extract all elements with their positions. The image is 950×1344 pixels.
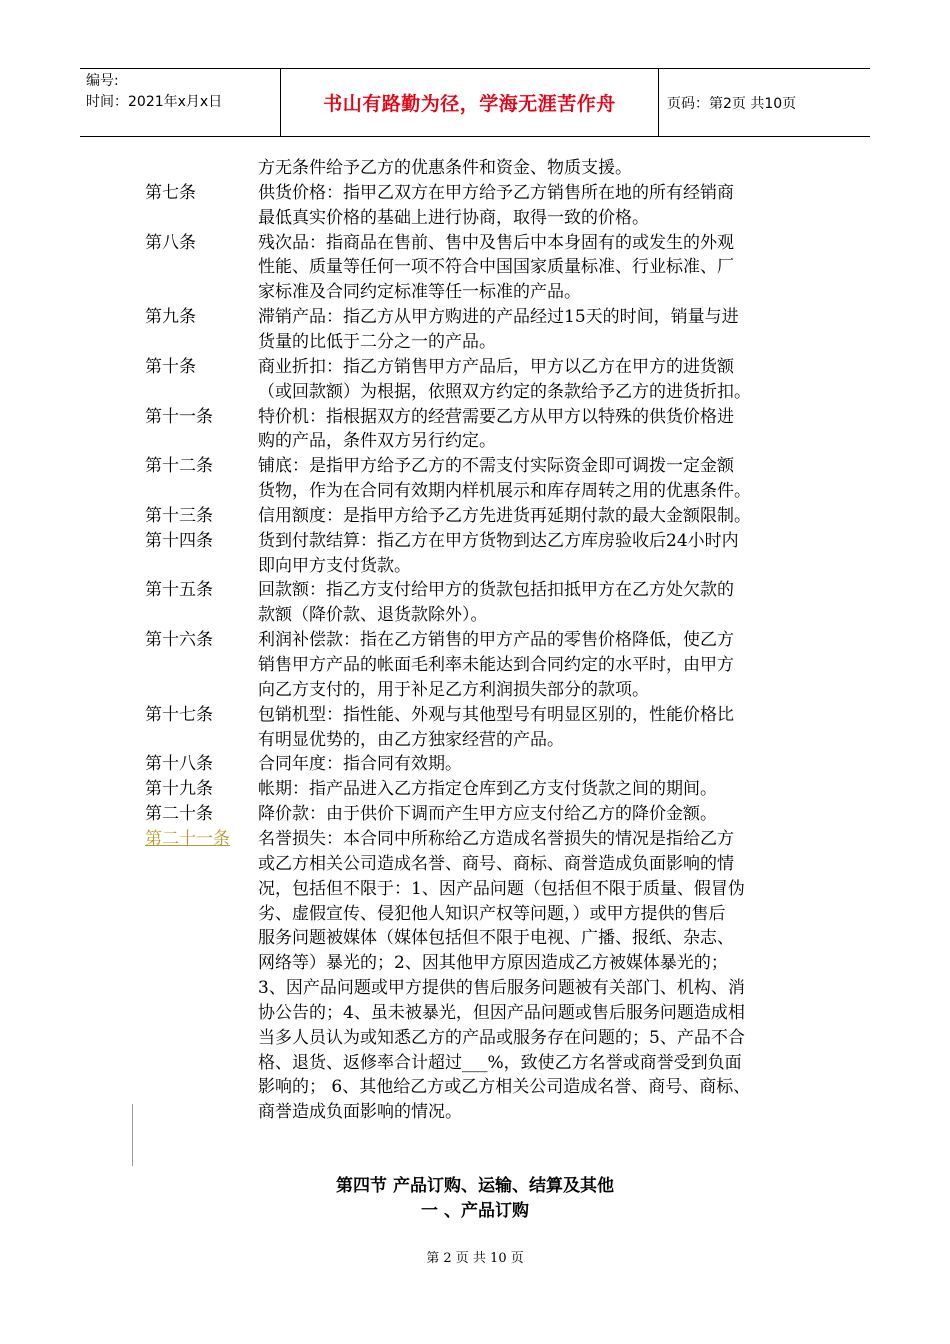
article-text-line: 或乙方相关公司造成名誉、商号、商标、商誉造成负面影响的情 xyxy=(258,853,734,874)
article-text-line: 供货价格：指甲乙双方在甲方给予乙方销售所在地的所有经销商 xyxy=(258,182,734,203)
article-text-line: 货到付款结算：指乙方在甲方货物到达乙方库房验收后24小时内 xyxy=(258,530,739,551)
article-text-line: 网络等）暴光的；2、因其他甲方原因造成乙方被媒体暴光的； xyxy=(258,953,728,974)
article-text-line: 购的产品，条件双方另行约定。 xyxy=(258,431,496,452)
article-text-line: 最低真实价格的基础上进行协商，取得一致的价格。 xyxy=(258,207,649,228)
article-number: 第十条 xyxy=(145,356,196,377)
article-number: 第十九条 xyxy=(145,779,213,800)
page-header xyxy=(80,68,870,137)
article-text-line: 回款额：指乙方支付给甲方的货款包括扣抵甲方在乙方处欠款的 xyxy=(258,580,734,601)
article-text-line: 利润补偿款：指在乙方销售的甲方产品的零售价格降低，使乙方 xyxy=(258,630,734,651)
article-text-line: 帐期：指产品进入乙方指定仓库到乙方支付货款之间的期间。 xyxy=(258,779,717,800)
article-number[interactable]: 第二十一条 xyxy=(145,828,230,849)
header-time: 时间：2021年x月x日 xyxy=(86,94,223,110)
article-number: 第二十条 xyxy=(145,804,213,825)
article-text-line: （或回款额）为根据，依照双方约定的条款给予乙方的进货折扣。 xyxy=(258,381,751,402)
article-number: 第十二条 xyxy=(145,456,213,477)
article-text-line: 服务问题被媒体（媒体包括但不限于电视、广播、报纸、杂志、 xyxy=(258,928,734,949)
article-text-line: 信用额度：是指甲方给予乙方先进货再延期付款的最大金额限制。 xyxy=(258,505,751,526)
article-text-line: 款额（降价款、退货款除外）。 xyxy=(258,605,488,626)
article-number: 第八条 xyxy=(145,232,196,253)
section-title: 第四节 产品订购、运输、结算及其他 xyxy=(336,1176,614,1196)
margin-change-bar xyxy=(132,1104,133,1166)
header-motto: 书山有路勤为径，学海无涯苦作舟 xyxy=(323,93,616,115)
article-text-line: 协公告的；4、虽未被暴光，但因产品问题或售后服务问题造成相 xyxy=(258,1002,745,1023)
article-number: 第七条 xyxy=(145,182,196,203)
article-text-line: 商业折扣：指乙方销售甲方产品后，甲方以乙方在甲方的进货额 xyxy=(258,356,734,377)
article-number: 第十三条 xyxy=(145,505,213,526)
article-text-line: 家标准及合同约定标准等任一标准的产品。 xyxy=(258,282,581,303)
header-motto-cell xyxy=(281,69,659,136)
article-text-line: 残次品：指商品在售前、售中及售后中本身固有的或发生的外观 xyxy=(258,232,734,253)
article-text-line: 3、因产品问题或甲方提供的售后服务问题被有关部门、机构、消 xyxy=(258,978,745,999)
article-text-line: 商誉造成负面影响的情况。 xyxy=(258,1102,462,1123)
article-number: 第十六条 xyxy=(145,630,213,651)
article-text-line: 合同年度：指合同有效期。 xyxy=(258,754,462,775)
article-text-line: 格、退货、返修率合计超过___%，致使乙方名誉或商誉受到负面 xyxy=(258,1052,742,1073)
header-number: 编号: xyxy=(86,73,119,89)
article-text-line: 包销机型：指性能、外观与其他型号有明显区别的，性能价格比 xyxy=(258,704,734,725)
article-text-line: 当多人员认为或知悉乙方的产品或服务存在问题的；5、产品不合 xyxy=(258,1027,745,1048)
article-text-line: 降价款：由于供价下调而产生甲方应支付给乙方的降价金额。 xyxy=(258,804,717,825)
article-number: 第十五条 xyxy=(145,580,213,601)
subsection-title: 一 、产品订购 xyxy=(421,1201,529,1221)
article-text-line: 劣、虚假宣传、侵犯他人知识产权等问题，）或甲方提供的售后 xyxy=(258,903,726,924)
article-number: 第十一条 xyxy=(145,406,213,427)
article-text-line: 况，包括但不限于：1、因产品问题（包括但不限于质量、假冒伪 xyxy=(258,878,745,899)
article-text-line: 货物，作为在合同有效期内样机展示和库存周转之用的优惠条件。 xyxy=(258,481,751,502)
header-page-cell xyxy=(659,69,870,136)
article-number: 第十八条 xyxy=(145,754,213,775)
article-number: 第十四条 xyxy=(145,530,213,551)
article-text-line: 货量的比低于二分之一的产品。 xyxy=(258,331,496,352)
article-text-line: 销售甲方产品的帐面毛利率未能达到合同约定的水平时，由甲方 xyxy=(258,655,734,675)
article-text-line: 影响的； 6、其他给乙方或乙方相关公司造成名誉、商号、商标、 xyxy=(258,1077,751,1098)
header-page-number: 页码：第2页 共10页 xyxy=(667,95,797,112)
article-text-line: 向乙方支付的，用于补足乙方利润损失部分的款项。 xyxy=(258,679,649,700)
header-meta-cell xyxy=(80,69,281,136)
article-text-line: 特价机：指根据双方的经营需要乙方从甲方以特殊的供货价格进 xyxy=(258,406,734,427)
article-text-line: 有明显优势的，由乙方独家经营的产品。 xyxy=(258,729,564,750)
article-text-line: 即向甲方支付货款。 xyxy=(258,555,411,576)
article-text-line: 滞销产品：指乙方从甲方购进的产品经过15天的时间，销量与进 xyxy=(258,307,739,328)
article-text-line: 铺底：是指甲方给予乙方的不需支付实际资金即可调拨一定金额 xyxy=(258,456,734,477)
article-text-line: 方无条件给予乙方的优惠条件和资金、物质支援。 xyxy=(258,158,632,178)
article-number: 第十七条 xyxy=(145,704,213,725)
article-number: 第九条 xyxy=(145,307,196,328)
article-text-line: 名誉损失：本合同中所称给乙方造成名誉损失的情况是指给乙方 xyxy=(258,828,734,849)
article-text-line: 性能、质量等任何一项不符合中国国家质量标准、行业标准、厂 xyxy=(258,257,734,278)
page-footer: 第 2 页 共 10 页 xyxy=(426,1251,524,1266)
